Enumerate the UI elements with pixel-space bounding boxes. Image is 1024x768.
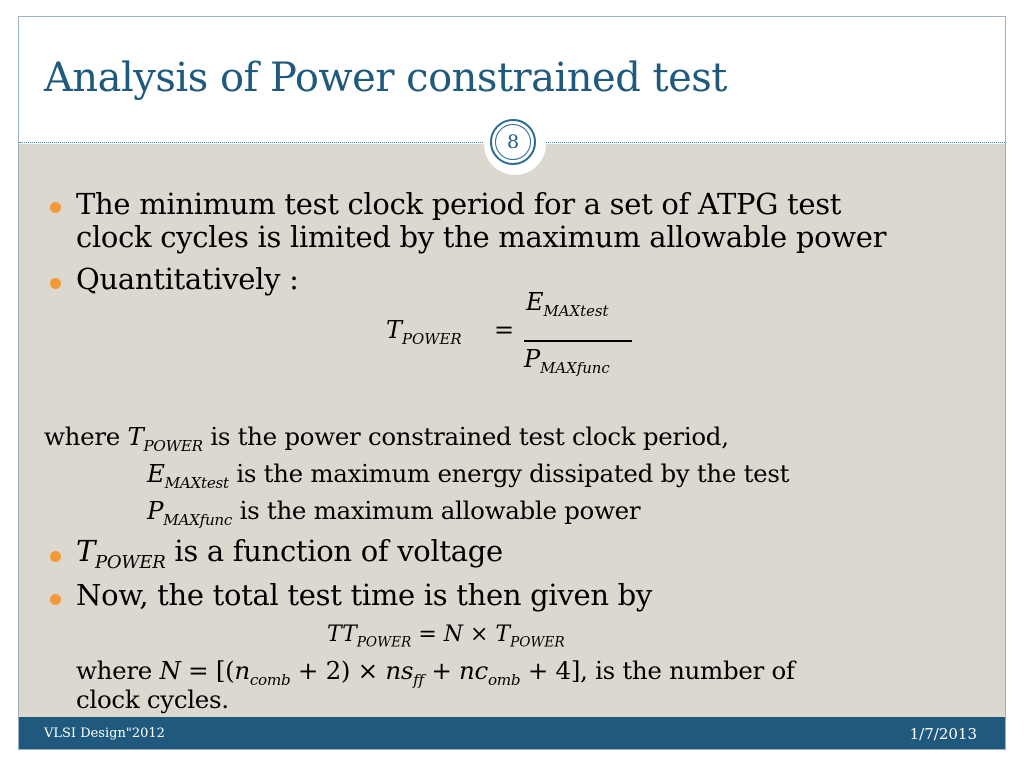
bullet-icon: [50, 202, 61, 213]
equation-total-time: $TT_{POWER} = N \times T_{POWER}$: [327, 622, 565, 651]
equation-power-denominator: $P_{MAXfunc}$: [524, 345, 610, 377]
where-line-1: where $T_{POWER}$ is the power constrained test clock period,: [44, 422, 729, 455]
equation-power-lhs: $T_{POWER}$: [386, 316, 462, 348]
bullet-icon: [50, 278, 61, 289]
bullet-1-line-2: clock cycles is limited by the maximum allowable power: [76, 220, 887, 254]
page-number-badge: [490, 119, 536, 165]
bullet-4: Now, the total test time is then given by: [76, 578, 652, 612]
where-n-line-2: clock cycles.: [76, 685, 229, 714]
equation-power-numerator: $E_{MAXtest}$: [526, 288, 609, 320]
slide-content: [19, 144, 1005, 717]
footer-date: 1/7/2013: [909, 725, 977, 743]
fraction-line: [524, 340, 632, 342]
footer-bar: [19, 717, 1005, 750]
equation-power-equals: =: [494, 316, 515, 344]
where-n-line-1: where $N = [(n_{comb} + 2) \times ns_{ff} + nc_{omb} + 4]$, is the number of: [76, 656, 795, 689]
slide-frame: [18, 16, 1006, 750]
footer-conference: VLSI Design"2012: [44, 726, 165, 741]
page-number: 8: [495, 124, 531, 160]
slide-title: Analysis of Power constrained test: [44, 55, 727, 101]
bullet-1-line-1: The minimum test clock period for a set of ATPG test: [76, 187, 842, 221]
bullet-icon: [50, 551, 61, 562]
bullet-3: $T_{POWER}$ is a function of voltage: [76, 534, 503, 573]
bullet-icon: [50, 594, 61, 605]
bullet-2: Quantitatively :: [76, 262, 299, 296]
where-line-2: $E_{MAXtest}$ is the maximum energy dissipated by the test: [147, 459, 790, 492]
where-line-3: $P_{MAXfunc}$ is the maximum allowable power: [147, 496, 641, 529]
